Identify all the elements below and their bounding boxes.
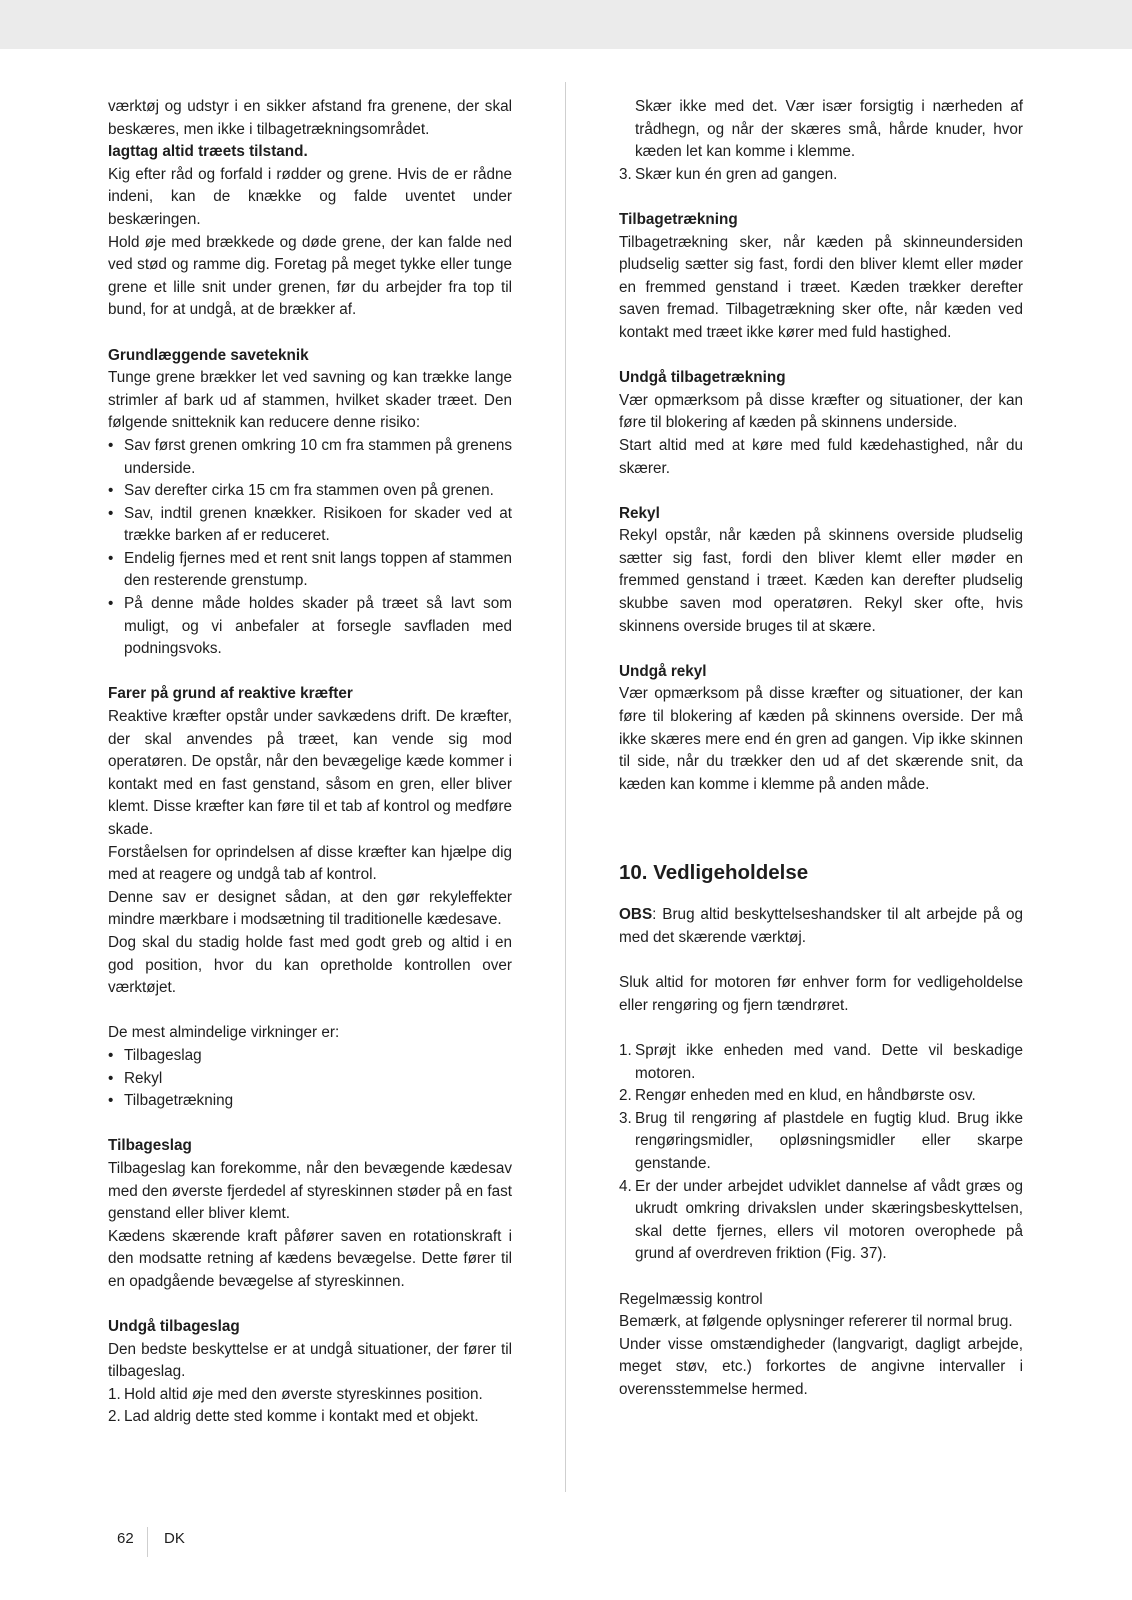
paragraph: Den bedste beskyttelse er at undgå situationer, der fører til tilbageslag. — [108, 1340, 512, 1381]
paragraph: Tunge grene brækker let ved savning og kan trække lange strimler af bark ud af stammen, hvilket skader træet. Den følgende snitteknik kan reducere denne risiko: — [108, 369, 512, 432]
list-item: • Tilbagetrækning — [108, 1092, 234, 1110]
paragraph: Under visse omstændigheder (langvarigt, dagligt arbejde, meget støv, etc.) forkortes de angivne intervaller i overensstemmelse hermed. — [619, 1335, 1023, 1398]
list-item: • Rekyl — [108, 1069, 163, 1087]
section-heading: Farer på grund af reaktive kræfter — [108, 685, 353, 703]
paragraph: Start altid med at køre med fuld kædehastighed, når du skærer. — [619, 436, 1023, 477]
numbered-list — [619, 1040, 1023, 1266]
list-item: 1. Hold altid øje med den øverste styreskinnes position. — [108, 1385, 483, 1403]
obs-text: : Brug altid beskyttelseshandsker til alt arbejde på og med det skærende værktøj. — [619, 906, 1023, 946]
subheading: Iagttag altid træets tilstand. — [108, 143, 308, 161]
paragraph: Bemærk, at følgende oplysninger refererer til normal brug. — [619, 1313, 1013, 1331]
section-heading: Tilbageslag — [108, 1137, 192, 1155]
paragraph: De mest almindelige virkninger er: — [108, 1024, 340, 1042]
paragraph: Forståelsen for oprindelsen af disse kræfter kan hjælpe dig med at reagere og undgå tab af kontrol. — [108, 843, 512, 884]
section-heading: Grundlæggende saveteknik — [108, 346, 309, 364]
paragraph: Kædens skærende kraft påfører saven en rotationskraft i den modsatte retning af kædens bevægelse. Dette fører til en opadgående bevægelse af styreskinnen. — [108, 1227, 512, 1290]
list-item: 3. Skær kun én gren ad gangen. — [619, 165, 838, 183]
paragraph: Tilbagetrækning sker, når kæden på skinneundersiden pludselig sætter sig fast, fordi den bliver klemt eller møder en fremmed genstand i træet. Kæden trækker derefter saven fremad. Tilbagetrækning sker ofte, når kæden ved kontakt med træet ikke kører med fuld hastighed. — [619, 233, 1023, 341]
list-item: 3. Brug til rengøring af plastdele en fugtig klud. Brug ikke rengøringsmidler, opløsningsmidler eller skarpe genstande. — [619, 1109, 1023, 1172]
section-heading: Undgå rekyl — [619, 662, 707, 680]
numbered-list — [108, 1384, 512, 1429]
section-title: 10. Vedligeholdelse — [619, 861, 809, 885]
list-item: • Tilbageslag — [108, 1046, 202, 1064]
paragraph: Sluk altid for motoren før enhver form for vedligeholdelse eller rengøring og fjern tændrøret. — [619, 974, 1023, 1014]
footer-divider — [147, 1527, 148, 1557]
paragraph: Kig efter råd og forfald i rødder og grene. Hvis de er rådne indeni, kan de knække og falde uventet under beskæringen. — [108, 165, 512, 228]
paragraph: Tilbageslag kan forekomme, når den bevægende kædesav med den øverste fjerdedel af styreskinnen støder på en fast genstand eller bliver klemt. — [108, 1159, 512, 1223]
list-item: • Sav, indtil grenen knækker. Risikoen for skader ved at trække barken af er reduceret. — [108, 504, 512, 545]
section-heading: Rekyl — [619, 504, 660, 522]
list-item: • På denne måde holdes skader på træet så lavt som muligt, og vi anbefaler at forsegle savfladen med podningsvoks. — [108, 595, 512, 658]
bullet-list — [108, 1045, 512, 1113]
section-heading: Undgå tilbagetrækning — [619, 369, 786, 387]
paragraph: Dog skal du stadig holde fast med godt greb og altid i en god position, hvor du kan opretholde kontrollen over værktøjet. — [108, 933, 512, 997]
right-column — [619, 96, 1023, 1401]
left-column — [108, 96, 512, 1429]
list-item: 2. Lad aldrig dette sted komme i kontakt med et objekt. — [108, 1408, 479, 1426]
list-item: 2. Rengør enheden med en klud, en håndbørste osv. — [619, 1087, 976, 1105]
list-item-continuation: Skær ikke med det. Vær især forsigtig i nærheden af trådhegn, og når der skæres små, hårde knuder, hvor kæden let kan komme i klemme. — [635, 98, 1023, 161]
list-item: • Endelig fjernes med et rent snit langs toppen af stammen den resterende grenstump. — [108, 549, 512, 590]
top-bar — [0, 0, 1132, 49]
section-heading: Tilbagetrækning — [619, 210, 738, 228]
language-code: DK — [164, 1530, 185, 1547]
list-item: 4. Er der under arbejdet udviklet dannelse af vådt græs og ukrudt omkring drivakslen under skæringsbeskyttelsen, skal dette fjernes, ellers vil motoren overophede på grund af overdreven friktion (Fig. 37). — [619, 1177, 1023, 1263]
obs-note — [619, 904, 1023, 949]
obs-label: OBS — [619, 906, 653, 924]
list-item: • Sav først grenen omkring 10 cm fra stammen på grenens underside. — [108, 436, 512, 477]
paragraph: Denne sav er designet sådan, at den gør rekyleffekter mindre mærkbare i modsætning til traditionelle kædesave. — [108, 888, 512, 929]
paragraph: Vær opmærksom på disse kræfter og situationer, der kan føre til blokering af kæden på skinnens overside. Der må ikke skæres mere end én gren ad gangen. Vip ikke skinnen til side, når du trækker den ud af det skærende snit, da kæden kan komme i klemme på anden måde. — [619, 685, 1023, 793]
bullet-list — [108, 435, 512, 661]
list-item: • Sav derefter cirka 15 cm fra stammen oven på grenen. — [108, 482, 494, 500]
paragraph: Reaktive kræfter opstår under savkædens drift. De kræfter, der skal anvendes på træet, kan vende sig mod operatøren. De opstår, når den bevægelige kæde kommer i kontakt med en fast genstand, såsom en gren, eller bliver klemt. Disse kræfter kan føre til et tab af kontrol og medføre skade. — [108, 708, 512, 838]
section-heading: Undgå tilbageslag — [108, 1318, 240, 1336]
subheading: Regelmæssig kontrol — [619, 1290, 763, 1308]
paragraph: Hold øje med brækkede og døde grene, der kan falde ned ved stød og ramme dig. Foretag på meget tykke eller tunge grene et lille snit under grenen, før du arbejder fra top til bund, for at undgå, at de brækker af. — [108, 233, 512, 319]
list-item: 1. Sprøjt ikke enheden med vand. Dette vil beskadige motoren. — [619, 1041, 1023, 1082]
page-number: 62 — [117, 1530, 134, 1547]
paragraph: værktøj og udstyr i en sikker afstand fra grenene, der skal beskæres, men ikke i tilbagetrækningsområdet. — [108, 98, 512, 138]
column-divider — [565, 82, 566, 1492]
paragraph: Rekyl opstår, når kæden på skinnens overside pludselig sætter sig fast, fordi den bliver klemt eller møder en fremmed genstand i træet. Kæden kan derefter pludselig skubbe saven mod operatøren. Rekyl sker ofte, hvis skinnens overside bruges til at skære. — [619, 527, 1023, 635]
paragraph: Vær opmærksom på disse kræfter og situationer, der kan føre til blokering af kæden på skinnens underside. — [619, 391, 1023, 432]
numbered-list — [619, 164, 1023, 187]
